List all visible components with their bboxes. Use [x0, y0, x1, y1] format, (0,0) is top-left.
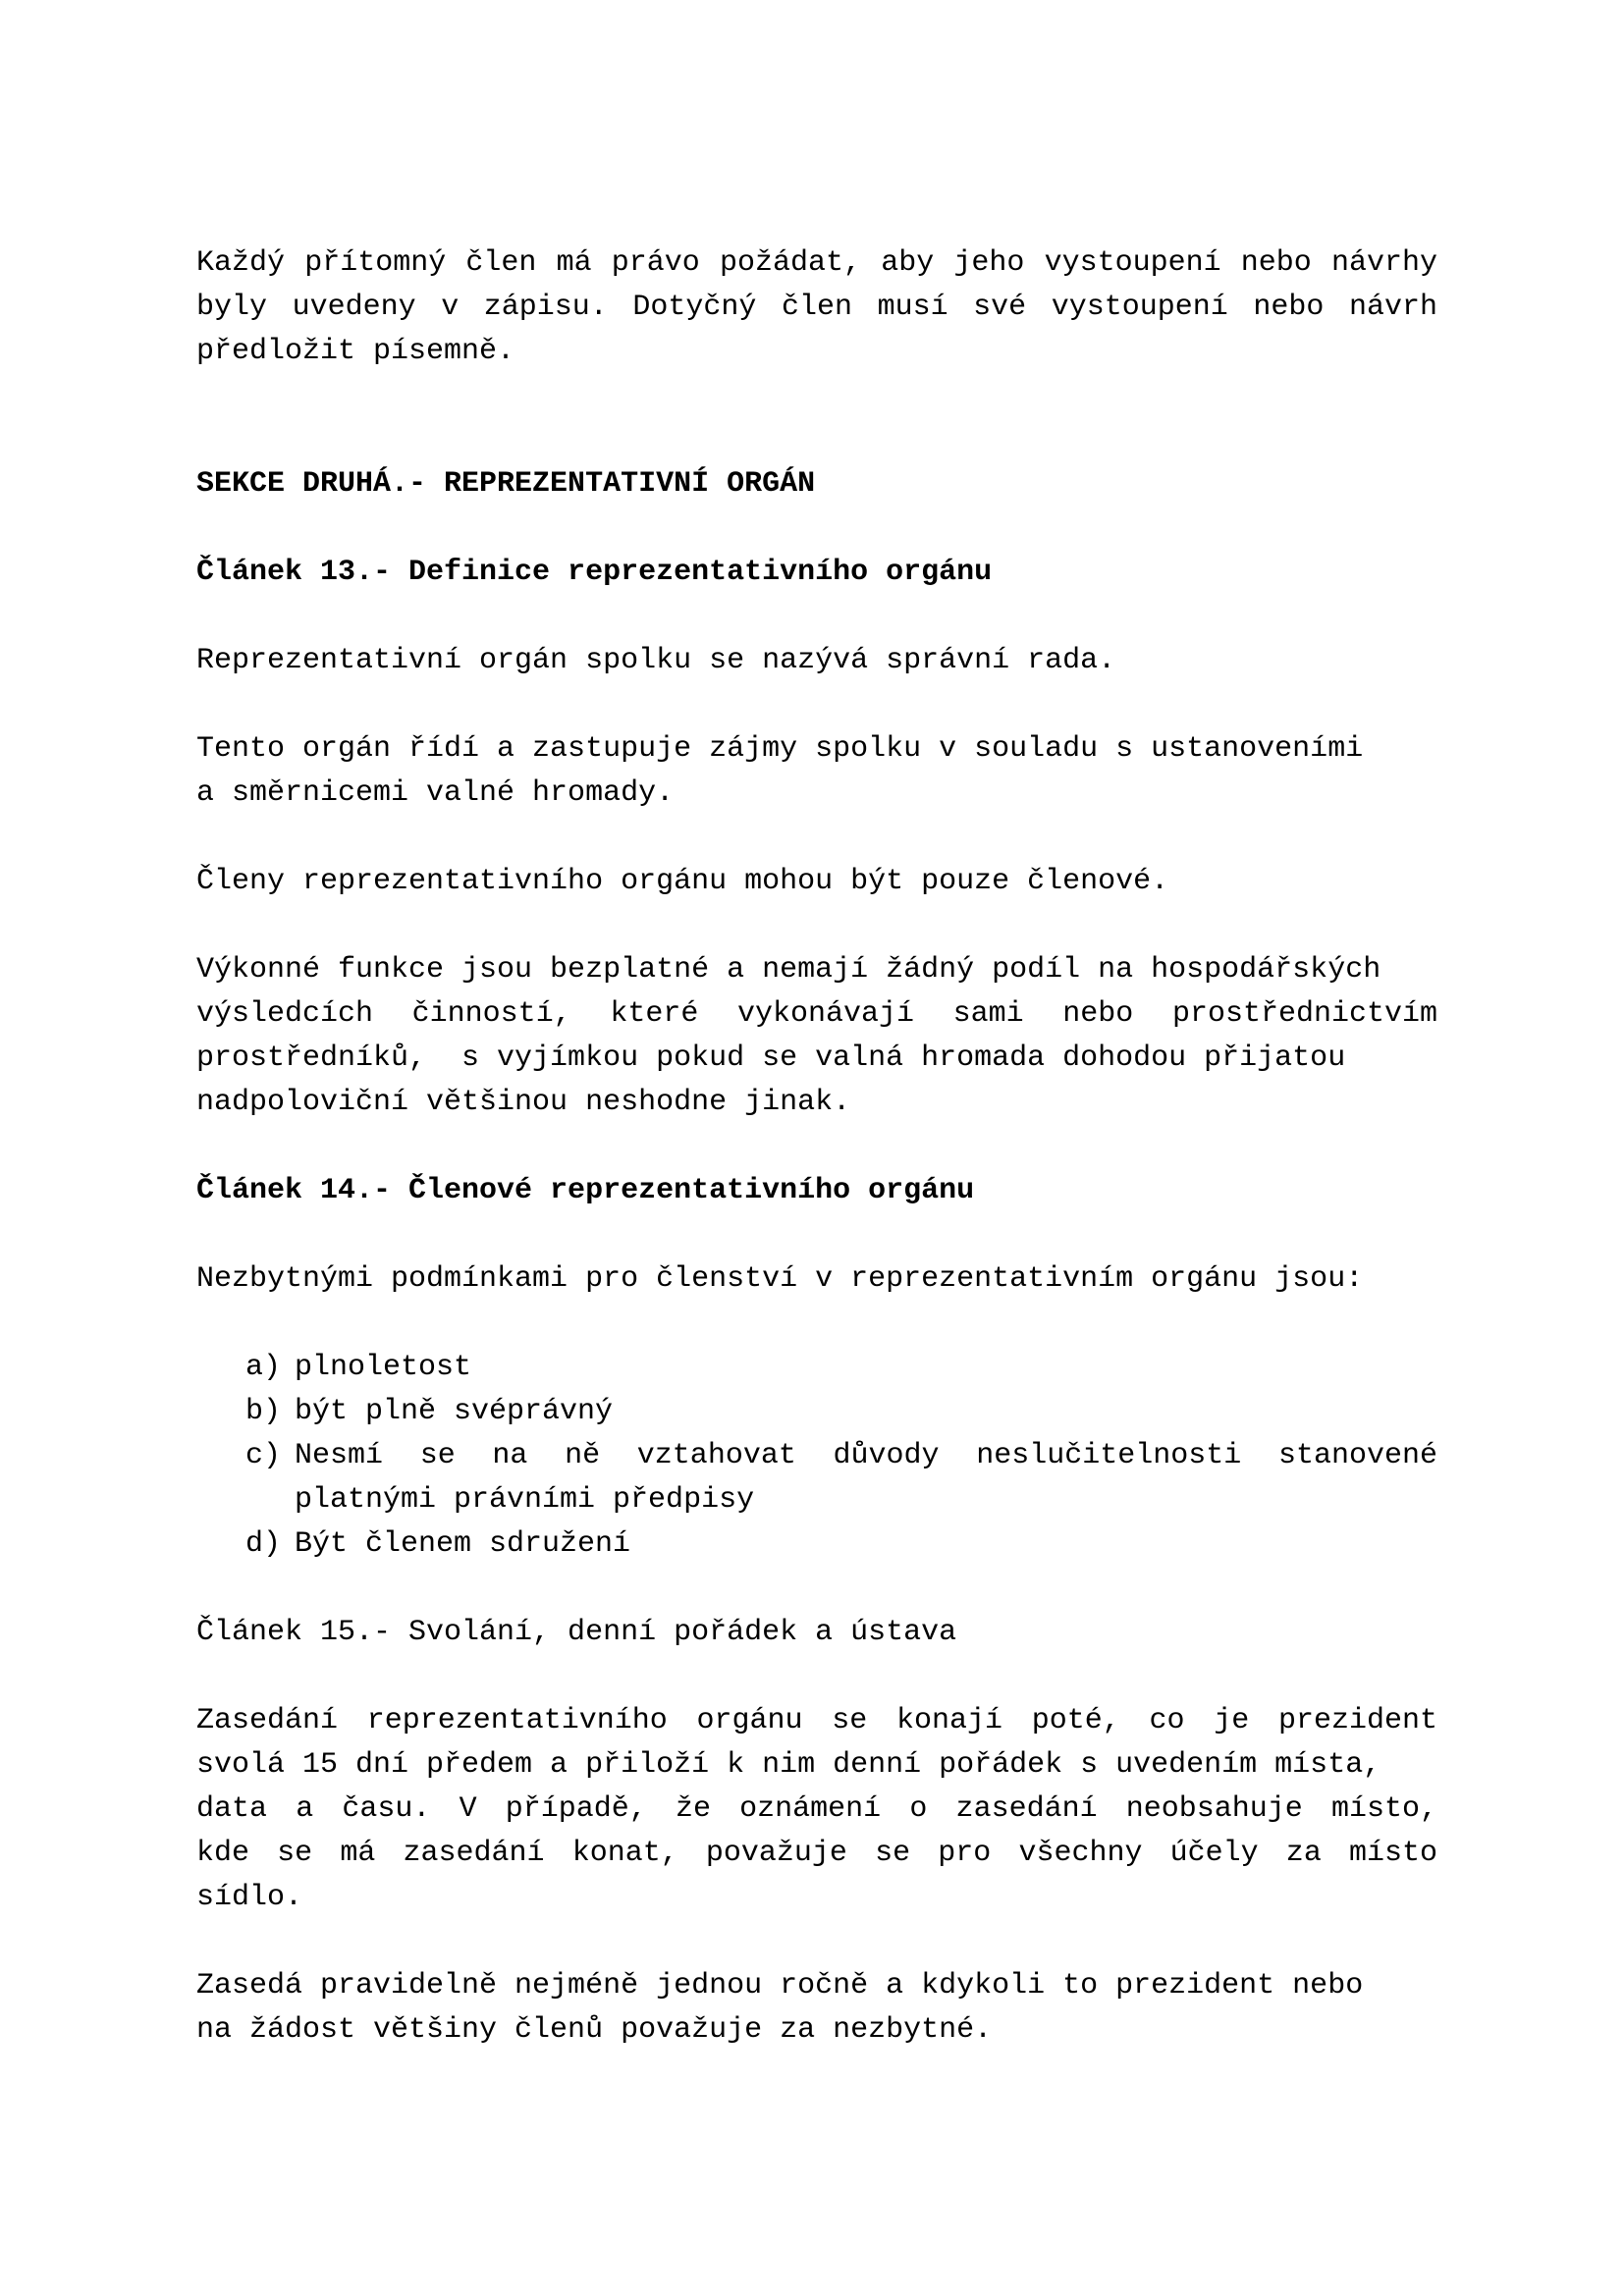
list-item — [245, 1434, 1437, 1522]
text-line: sídlo. — [196, 1881, 303, 1914]
text-line: a směrnicemi valné hromady. — [196, 776, 675, 810]
list-item — [245, 1390, 1437, 1434]
text-line: Reprezentativní orgán spolku se nazývá správní rada. — [196, 644, 1116, 677]
article-13-paragraph-4 — [196, 948, 1437, 1125]
conditions-list — [245, 1346, 1437, 1567]
text-line: Výkonné funkce jsou bezplatné a nemají žádný podíl na hospodářských — [196, 953, 1381, 987]
article-13-paragraph-1 — [196, 639, 1437, 683]
article-15-heading: Článek 15.- Svolání, denní pořádek a ústava — [196, 1616, 957, 1649]
list-item — [245, 1346, 1437, 1390]
text-line: předložit písemně. — [196, 335, 515, 368]
list-item-text: plnoletost — [295, 1351, 472, 1384]
list-item-text: být plně svéprávný — [295, 1395, 614, 1428]
text-line: na žádost většiny členů považuje za nezbytné. — [196, 2013, 993, 2047]
text-line: prostředníků, s vyjímkou pokud se valná hromada dohodou přijatou — [196, 1041, 1346, 1075]
article-15-paragraph-2 — [196, 1964, 1437, 2053]
list-marker: a) — [245, 1351, 282, 1384]
text-line: data a času. V případě, že oznámení o zasedání neobsahuje místo, — [196, 1792, 1437, 1826]
section-heading: SEKCE DRUHÁ.- REPREZENTATIVNÍ ORGÁN — [196, 467, 816, 501]
article-15-paragraph-1 — [196, 1699, 1437, 1920]
text-line: Zasedání reprezentativního orgánu se konají poté, co je prezident — [196, 1704, 1437, 1737]
list-marker: d) — [245, 1527, 282, 1561]
intro-paragraph — [196, 241, 1437, 374]
text-line: výsledcích činností, které vykonávají sami nebo prostřednictvím — [196, 997, 1437, 1031]
list-marker: b) — [245, 1395, 282, 1428]
text-line: Každý přítomný člen má právo požádat, aby jeho vystoupení nebo návrhy — [196, 246, 1437, 280]
list-item — [245, 1522, 1437, 1567]
article-13-paragraph-3 — [196, 860, 1437, 904]
article-14-intro: Nezbytnými podmínkami pro členství v reprezentativním orgánu jsou: — [196, 1262, 1364, 1296]
text-line: Tento orgán řídí a zastupuje zájmy spolku v souladu s ustanoveními — [196, 732, 1364, 766]
text-line: svolá 15 dní předem a přiloží k nim denní pořádek s uvedením místa, — [196, 1748, 1381, 1782]
text-line: nadpoloviční většinou neshodne jinak. — [196, 1086, 851, 1119]
list-item-text: Být členem sdružení — [295, 1527, 631, 1561]
text-line: Členy reprezentativního orgánu mohou být pouze členové. — [196, 865, 1169, 898]
list-marker: c) — [245, 1439, 282, 1472]
article-14-heading: Článek 14.- Členové reprezentativního orgánu — [196, 1174, 975, 1207]
text-line: Zasedá pravidelně nejméně jednou ročně a kdykoli to prezident nebo — [196, 1969, 1364, 2002]
article-13-heading: Článek 13.- Definice reprezentativního orgánu — [196, 556, 993, 589]
text-line: byly uvedeny v zápisu. Dotyčný člen musí své vystoupení nebo návrh — [196, 291, 1437, 324]
list-item-text: Nesmí se na ně vztahovat důvody neslučitelnosti stanovené — [295, 1439, 1437, 1472]
text-line: kde se má zasedání konat, považuje se pro všechny účely za místo — [196, 1837, 1437, 1870]
article-13-paragraph-2 — [196, 727, 1437, 816]
list-item-text: platnými právními předpisy — [295, 1483, 755, 1517]
